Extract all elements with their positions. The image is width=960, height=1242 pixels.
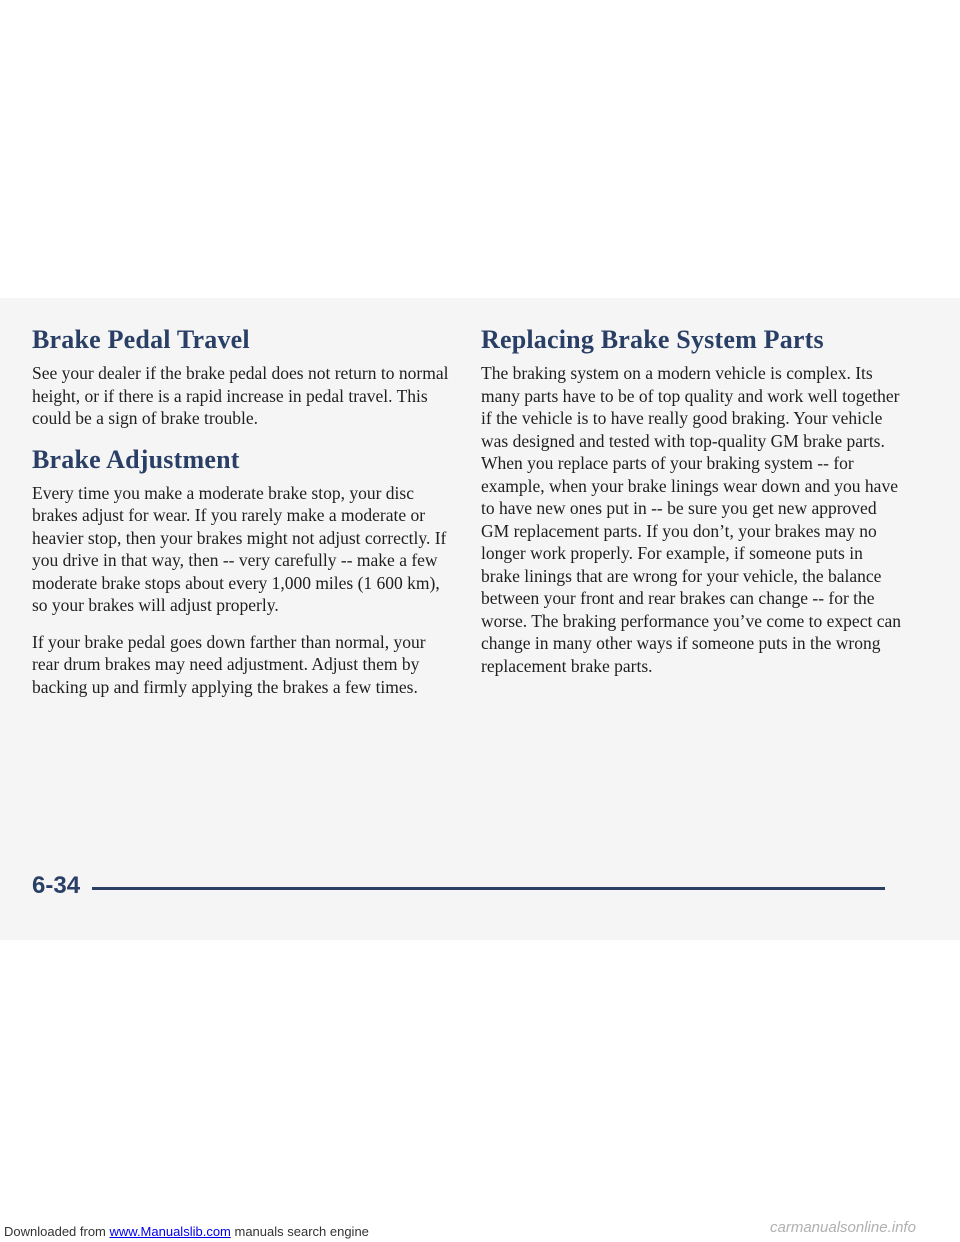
watermark: carmanualsonline.info [770,1219,916,1236]
section-heading-replacing-parts: Replacing Brake System Parts [481,325,824,354]
download-source-line [4,1224,369,1239]
page-number: 6-34 [32,872,81,899]
paragraph-replacing-parts: The braking system on a modern vehicle is complex. Its many parts have to be of top quality and work well together if the vehicle is to have really good braking. Your vehicle was designed and tested with top-quality GM brake parts. When you replace parts of your braking system -- for example, when your brake linings wear down and you have to have new ones put in -- be sure you get new approved GM replacement parts. If you don’t, your brakes may no longer work properly. For example, if someone puts in brake linings that are wrong for your vehicle, the balance between your front and rear brakes can change -- for the worse. The braking performance you’ve come to expect can change in many other ways if someone puts in the wrong replacement brake parts. [481,363,901,676]
paragraph-brake-adjustment-2: If your brake pedal goes down farther than normal, your rear drum brakes may need adjustment. Adjust them by backing up and firmly applying the brakes a few times. [32,631,426,697]
left-column [32,324,456,712]
section-heading-brake-pedal-travel: Brake Pedal Travel [32,325,250,354]
download-suffix: manuals search engine [230,1224,369,1239]
right-column [481,324,901,691]
paragraph-brake-adjustment-1: Every time you make a moderate brake stop, your disc brakes adjust for wear. If you rarely make a moderate or heavier stop, then your brakes might not adjust correctly. If you drive in that way, then -- very carefully -- make a few moderate brake stops about every 1,000 miles (1 600 km), so your brakes will adjust properly. [32,482,447,615]
section-heading-brake-adjustment: Brake Adjustment [32,444,240,474]
footer-rule [92,887,885,890]
manualslib-link[interactable]: www.Manualslib.com [109,1224,231,1239]
paragraph-brake-pedal-travel: See your dealer if the brake pedal does not return to normal height, or if there is a rapid increase in pedal travel. This could be a sign of brake trouble. [32,363,449,428]
download-prefix: Downloaded from [4,1224,110,1239]
